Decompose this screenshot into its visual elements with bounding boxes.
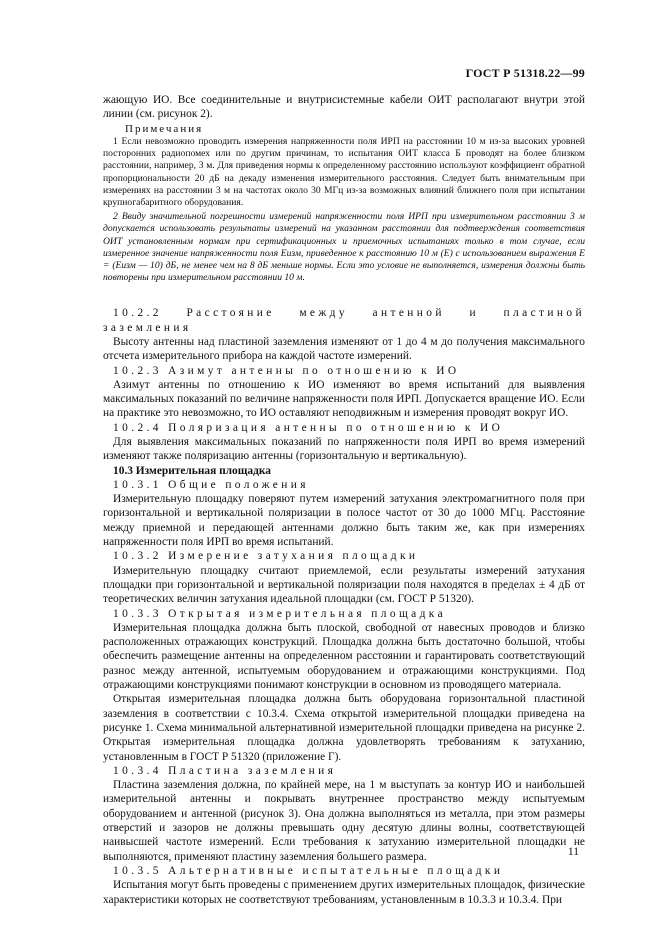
section-heading-10-3: 10.3 Измерительная площадка [113,464,271,477]
section-text-10-3-3-a: Измерительная площадка должна быть плоской, свободной от навесных проводов и близко расположенных отражающих конструкций. Площадка должна быть достаточно большой, чтобы обеспечить размещение антенны на определенном расстоянии и гарантировать соответствующий разнос между антенной, испытуемым оборудованием и отражающими конструкциями. Под отражающими конструкциями понимают конструкции в основном из проводящего материала. [103,621,585,692]
section-text-10-2-4: Для выявления максимальных показаний по напряженности поля ИРП во время измерений изменяют также поляризацию антенны (горизонтальную и вертикальную). [103,436,585,463]
section-heading-10-2-3: 10.2.3 Азимут антенны по отношению к ИО [113,364,460,377]
section-heading-10-3-5: 10.3.5 Альтернативные испытательные площадки [113,864,504,877]
section-text-10-3-3-b: Открытая измерительная площадка должна быть оборудована горизонтальной пластиной заземления в соответствии с 10.3.4. Схема открытой измерительной площадки приведена на рисунке 1. Схема минимальной альтернативной измерительной площадки приведена на рисунке 2. Открытая измерительная площадка должна удовлетворять требованиям к затуханию, установленным в ГОСТ Р 51320 (приложение Г). [103,693,585,763]
paragraph-continuation: жающую ИО. Все соединительные и внутрисистемные кабели ОИТ располагают внутри этой линии (см. рисунок 2). [103,94,585,121]
section-text-10-3-5: Испытания могут быть проведены с применением других измерительных площадок, физические характеристики которых не соответствуют требованиям, установленным в 10.3.3 и 10.3.4. При [103,879,585,906]
note-1: 1 Если невозможно проводить измерения напряженности поля ИРП на расстоянии 10 м из-за высоких уровней посторонних радиопомех или по другим причинам, то испытания ОИТ класса Б проводят на более близком расстоянии, например, 3 м. Для приведения нормы к определенному расстоянию используют коэффициент обратной пропорциональности 20 дБ на декаду изменения измерительного расстояния. Следует быть внимательным при измерениях на расстоянии 3 м на частотах около 30 МГц из-за возможных влияний ближнего поля при испытании крупногабаритного оборудования. [103,135,585,208]
spacer [103,284,585,306]
note-2: 2 Ввиду значительной погрешности измерений напряженности поля ИРП при измерительном расстоянии 3 м допускается использовать результаты измерений на указанном расстоянии для подтверждения соответствия ОИТ установленным нормам при сертификационных и приемочных испытаниях только в том случае, если измеренное значение напряженности поля Eизм, приведенное к расстоянию 10 м (E) с использованием выражения E = (Eизм — 10) дБ, не менее чем на 8 дБ меньше нормы. Если это условие не выполняется, измерения должны быть повторены при измерительном расстоянии 10 м. [103,211,585,284]
page-number: 11 [567,846,579,858]
notes-heading: Примечания [125,122,204,135]
section-heading-10-2-4: 10.2.4 Поляризация антенны по отношению к ИО [113,421,504,434]
section-text-10-3-4: Пластина заземления должна, по крайней мере, на 1 м выступать за контур ИО и наибольшей измерительной антенны и покрывать внутреннее пространство между испытуемым оборудованием и антенной (рисунок 3). Она должна выполняться из металла, при этом размеры отверстий и зазоров не должны превышать одну десятую длины волны, соответствующей наивысшей частоте измерений. Если требования к затуханию измерительной площадки не выполняются, применяют пластину заземления большего размера. [103,779,585,863]
section-heading-10-3-3: 10.3.3 Открытая измерительная площадка [113,607,447,620]
section-heading-10-3-1: 10.3.1 Общие положения [113,478,309,491]
document-header: ГОСТ Р 51318.22—99 [465,66,585,80]
section-heading-10-3-4: 10.3.4 Пластина заземления [113,764,337,777]
section-heading-10-3-2: 10.3.2 Измерение затухания площадки [113,550,419,563]
section-text-10-3-1: Измерительную площадку поверяют путем измерений затухания электромагнитного поля при горизонтальной и вертикальной поляризации в полосе частот от 30 до 1000 МГц. Расстояние между приемной и передающей антеннами должно быть таким же, как при измерениях напряженности поля ИРП во время испытаний. [103,493,585,549]
section-heading-10-2-2: 10.2.2 Расстояние между антенной и пластиной заземления [103,307,585,334]
section-text-10-2-2: Высоту антенны над пластиной заземления изменяют от 1 до 4 м до получения максимального отсчета измерительного прибора на каждой частоте измерений. [103,335,585,363]
section-text-10-2-3: Азимут антенны по отношению к ИО изменяют во время испытаний для выявления максимальных показаний по величине напряженности поля ИРП. Допускается вращение ИО. Если на практике это невозможно, то ИО оставляют неподвижным и измерения проводят вокруг ИО. [103,378,585,420]
section-text-10-3-2: Измерительную площадку считают приемлемой, если результаты измерений затухания площадки при горизонтальной и вертикальной поляризации поля находятся в пределах ± 4 дБ от теоретических величин затухания идеальной площадки (см. ГОСТ Р 51320). [103,564,585,606]
document-body [103,93,585,907]
